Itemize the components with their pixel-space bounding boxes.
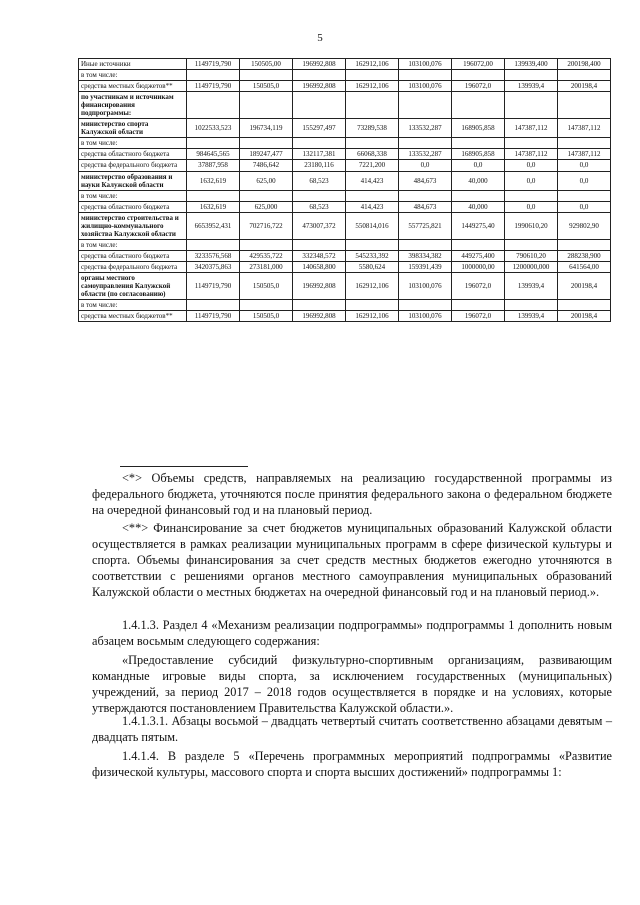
row-label: средства местных бюджетов** [79, 81, 187, 92]
table-cell: 702716,722 [240, 212, 293, 239]
table-cell [558, 239, 611, 250]
table-cell [505, 138, 558, 149]
table-cell: 641564,00 [558, 261, 611, 272]
footnote-1: <*> Объемы средств, направляемых на реализацию государственной программы из федерального бюджета, уточняются после принятия федерального закона о федеральном бюджете на очередной финансовый год и на плановый период. [92, 471, 612, 517]
table-cell: 1449275,40 [452, 212, 505, 239]
table-row [79, 160, 611, 171]
table-cell [346, 300, 399, 311]
table-cell: 273181,000 [240, 261, 293, 272]
table-cell [558, 300, 611, 311]
table-cell [293, 92, 346, 119]
table-cell [293, 300, 346, 311]
table-cell [187, 190, 240, 201]
table-cell: 162912,106 [346, 59, 399, 70]
table-cell: 68,523 [293, 201, 346, 212]
table-row [79, 261, 611, 272]
table-cell: 73289,538 [346, 119, 399, 138]
table-cell: 196992,808 [293, 81, 346, 92]
table-cell: 103100,076 [399, 272, 452, 299]
table-cell: 484,673 [399, 171, 452, 190]
table-cell: 103100,076 [399, 59, 452, 70]
table-cell: 200198,4 [558, 272, 611, 299]
row-label: средства областного бюджета [79, 250, 187, 261]
table-cell: 200198,400 [558, 59, 611, 70]
footnote-2: <**> Финансирование за счет бюджетов муниципальных образований Калужской области осуществляется в рамках реализации муниципальных программ в сфере физической культуры и спорта. Объемы финансирования за счет средств местных бюджетов ежегодно уточняются в соответствии с решениями органов местного самоуправления муниципальных образований Калужской области о местных бюджетах на очередной финансовый год и на плановый период.». [92, 521, 612, 599]
table-cell: 5580,624 [346, 261, 399, 272]
table-cell: 139939,4 [505, 81, 558, 92]
table-cell [187, 300, 240, 311]
table-cell: 0,0 [452, 160, 505, 171]
table-cell: 196992,808 [293, 59, 346, 70]
table-cell [346, 239, 399, 250]
table-cell [399, 138, 452, 149]
table-cell [452, 190, 505, 201]
table-cell [240, 239, 293, 250]
table-cell: 0,0 [558, 160, 611, 171]
table-cell: 790610,20 [505, 250, 558, 261]
table-cell: 196072,0 [452, 311, 505, 322]
table-cell: 189247,477 [240, 149, 293, 160]
table-cell [399, 190, 452, 201]
table-cell: 3233576,568 [187, 250, 240, 261]
table-row [79, 92, 611, 119]
table-cell: 103100,076 [399, 81, 452, 92]
table-cell: 196992,808 [293, 311, 346, 322]
row-label: министерство спорта Калужской области [79, 119, 187, 138]
table-cell [505, 239, 558, 250]
table-cell: 66068,338 [346, 149, 399, 160]
table-cell [293, 239, 346, 250]
table-cell: 162912,106 [346, 311, 399, 322]
table-cell: 150505,00 [240, 59, 293, 70]
table-cell: 1022533,523 [187, 119, 240, 138]
table-row [79, 250, 611, 261]
table-cell: 1149719,790 [187, 272, 240, 299]
table-row [79, 149, 611, 160]
table-cell: 196734,119 [240, 119, 293, 138]
table-cell: 6653952,431 [187, 212, 240, 239]
table-cell: 168905,858 [452, 149, 505, 160]
table-cell [240, 138, 293, 149]
table-row [79, 81, 611, 92]
table-row [79, 201, 611, 212]
table-cell: 168905,858 [452, 119, 505, 138]
table-cell: 1149719,790 [187, 59, 240, 70]
table-cell [558, 190, 611, 201]
table-cell: 449275,400 [452, 250, 505, 261]
row-label: средства областного бюджета [79, 201, 187, 212]
table-cell [399, 239, 452, 250]
row-label: министерство образования и науки Калужской области [79, 171, 187, 190]
table-cell: 1200000,000 [505, 261, 558, 272]
table-cell: 0,0 [558, 201, 611, 212]
table-cell: 196072,0 [452, 272, 505, 299]
row-label: средства федерального бюджета [79, 160, 187, 171]
table-cell [399, 92, 452, 119]
footnote-separator [120, 466, 248, 467]
table-cell [187, 92, 240, 119]
table-cell: 133532,287 [399, 149, 452, 160]
table-cell: 557725,821 [399, 212, 452, 239]
table-cell: 196072,0 [452, 81, 505, 92]
table-cell: 1149719,790 [187, 81, 240, 92]
table-cell [240, 92, 293, 119]
table-cell [399, 300, 452, 311]
table-cell [558, 138, 611, 149]
table-cell: 1632,619 [187, 171, 240, 190]
paragraph-quote: «Предоставление субсидий физкультурно-спортивным организациям, развивающим командные игровые виды спорта, за исключением государственных (муниципальных) учреждений, за период 2017 – 2018 годов осуществляется в порядке и на условиях, которые утверждаются постановлением Правительства Калужской области.». [92, 653, 612, 715]
table-cell [187, 138, 240, 149]
table-cell: 68,523 [293, 171, 346, 190]
table-cell: 545233,392 [346, 250, 399, 261]
row-label: средства местных бюджетов** [79, 311, 187, 322]
table-cell [240, 70, 293, 81]
table-row [79, 311, 611, 322]
table-row [79, 59, 611, 70]
table-cell [346, 190, 399, 201]
table-cell: 159391,439 [399, 261, 452, 272]
table-cell [293, 190, 346, 201]
table-cell: 40,000 [452, 171, 505, 190]
table-cell: 1149719,790 [187, 311, 240, 322]
table-row [79, 171, 611, 190]
row-label: министерство строительства и жилищно-коммунального хозяйства Калужской области [79, 212, 187, 239]
table-cell [240, 300, 293, 311]
table-cell [240, 190, 293, 201]
table-row [79, 70, 611, 81]
table-cell [346, 138, 399, 149]
table-cell: 147387,112 [505, 119, 558, 138]
table-row [79, 119, 611, 138]
table-row [79, 272, 611, 299]
table-cell [293, 138, 346, 149]
table-cell: 140658,800 [293, 261, 346, 272]
table-cell [187, 70, 240, 81]
row-label: в том числе: [79, 138, 187, 149]
table-cell: 3420375,863 [187, 261, 240, 272]
table-cell: 429535,722 [240, 250, 293, 261]
table-cell [293, 70, 346, 81]
table-cell: 7221,200 [346, 160, 399, 171]
table-cell: 139939,400 [505, 59, 558, 70]
table-cell: 155297,497 [293, 119, 346, 138]
table-cell: 200198,4 [558, 311, 611, 322]
table-cell [452, 239, 505, 250]
table-cell [452, 70, 505, 81]
table-cell: 37887,958 [187, 160, 240, 171]
table-cell: 625,000 [240, 201, 293, 212]
paragraph-1-4-1-3: 1.4.1.3. Раздел 4 «Механизм реализации подпрограммы» подпрограммы 1 дополнить новым абзацем восьмым следующего содержания: [92, 618, 612, 648]
table-row [79, 190, 611, 201]
table-cell: 133532,287 [399, 119, 452, 138]
row-label: средства областного бюджета [79, 149, 187, 160]
table-row [79, 300, 611, 311]
table-cell [452, 138, 505, 149]
table-cell: 473007,372 [293, 212, 346, 239]
table-row [79, 138, 611, 149]
table-cell: 984645,565 [187, 149, 240, 160]
row-label: в том числе: [79, 190, 187, 201]
paragraph-1-4-1-3-1: 1.4.1.3.1. Абзацы восьмой – двадцать четвертый считать соответственно абзацами девятым – двадцать пятым. [92, 714, 612, 744]
paragraph-1-4-1-4: 1.4.1.4. В разделе 5 «Перечень программных мероприятий подпрограммы «Развитие физической культуры, массового спорта и спорта высших достижений» подпрограммы 1: [92, 749, 612, 779]
table-cell: 150505,0 [240, 81, 293, 92]
table-cell: 0,0 [505, 171, 558, 190]
table-cell: 1632,619 [187, 201, 240, 212]
table-cell [346, 92, 399, 119]
table-cell [505, 190, 558, 201]
table-cell: 484,673 [399, 201, 452, 212]
row-label: средства федерального бюджета [79, 261, 187, 272]
table-cell: 196992,808 [293, 272, 346, 299]
table-cell: 147387,112 [558, 149, 611, 160]
table-cell: 0,0 [399, 160, 452, 171]
table-cell: 147387,112 [558, 119, 611, 138]
table-cell [505, 300, 558, 311]
table-cell: 132117,381 [293, 149, 346, 160]
table-cell [452, 92, 505, 119]
table-cell: 332348,572 [293, 250, 346, 261]
row-label: в том числе: [79, 239, 187, 250]
table-cell: 1000000,00 [452, 261, 505, 272]
table-cell: 414,423 [346, 171, 399, 190]
table-row [79, 212, 611, 239]
table-cell [399, 70, 452, 81]
table-cell: 0,0 [505, 160, 558, 171]
table-cell: 0,0 [505, 201, 558, 212]
table-cell [558, 70, 611, 81]
table-cell: 625,00 [240, 171, 293, 190]
table-cell [346, 70, 399, 81]
page-number: 5 [317, 32, 323, 44]
table-cell [558, 92, 611, 119]
table-cell: 139939,4 [505, 311, 558, 322]
table-cell: 147387,112 [505, 149, 558, 160]
table-cell: 398334,382 [399, 250, 452, 261]
table-cell: 7486,642 [240, 160, 293, 171]
row-label: в том числе: [79, 300, 187, 311]
row-label: Иные источники [79, 59, 187, 70]
table-cell: 1990610,20 [505, 212, 558, 239]
table-cell [452, 300, 505, 311]
table-cell: 550814,016 [346, 212, 399, 239]
table-cell: 162912,106 [346, 272, 399, 299]
table-cell: 150505,0 [240, 272, 293, 299]
table-cell: 200198,4 [558, 81, 611, 92]
table-cell: 40,000 [452, 201, 505, 212]
table-row [79, 239, 611, 250]
table-cell: 150505,0 [240, 311, 293, 322]
table-cell: 929802,90 [558, 212, 611, 239]
table-cell: 162912,106 [346, 81, 399, 92]
funding-table [78, 58, 611, 322]
table-cell [187, 239, 240, 250]
table-cell: 23180,116 [293, 160, 346, 171]
row-label: по участникам и источникам финансирования подпрограммы: [79, 92, 187, 119]
table-cell: 196072,00 [452, 59, 505, 70]
row-label: органы местного самоуправления Калужской области (по согласованию) [79, 272, 187, 299]
table-cell [505, 92, 558, 119]
table-cell: 103100,076 [399, 311, 452, 322]
row-label: в том числе: [79, 70, 187, 81]
table-cell: 288238,900 [558, 250, 611, 261]
table-cell: 139939,4 [505, 272, 558, 299]
table-cell: 414,423 [346, 201, 399, 212]
table-cell [505, 70, 558, 81]
table-cell: 0,0 [558, 171, 611, 190]
